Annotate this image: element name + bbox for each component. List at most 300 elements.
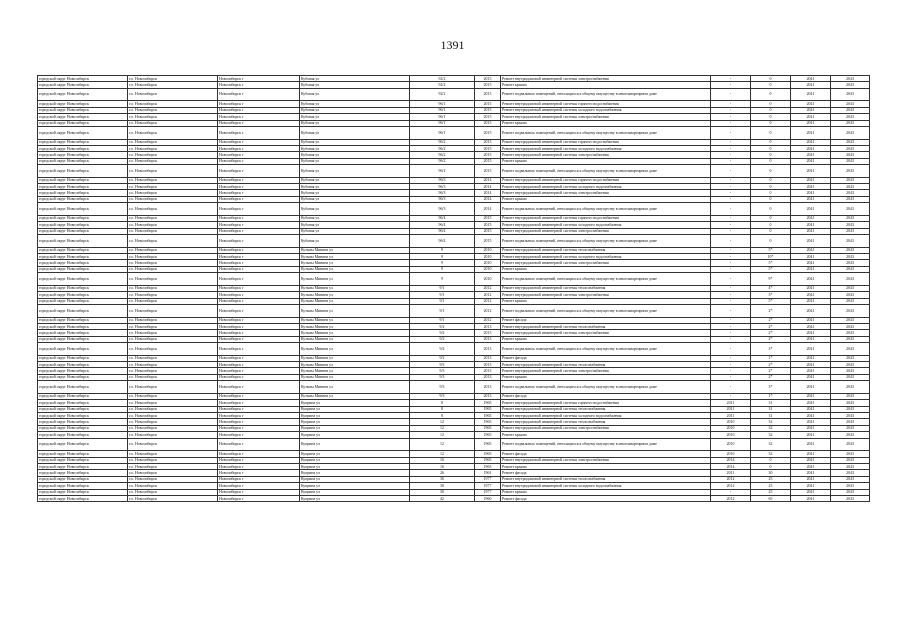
- plan-end-cell: 2043: [831, 215, 870, 221]
- build-year-cell: 1977: [475, 489, 501, 495]
- table-row: [38, 495, 870, 501]
- plan-start-cell: 2041: [791, 470, 831, 476]
- street-cell: Куприна ул: [300, 419, 410, 425]
- district-cell: г.о. Новосибирск: [128, 114, 218, 120]
- build-year-cell: 1965: [475, 400, 501, 406]
- plan-start-cell: 2041: [791, 457, 831, 463]
- work-type-cell: Ремонт внутридомовой инженерной системы теплоснабжения: [501, 247, 711, 253]
- wear-percent-cell: 5*: [751, 266, 791, 272]
- house-number-cell: 9: [410, 247, 475, 253]
- wear-percent-cell: 0: [751, 158, 791, 164]
- house-number-cell: 96/1: [410, 120, 475, 126]
- city-cell: Новосибирск г: [218, 139, 300, 145]
- last-repair-year-cell: -: [711, 145, 751, 151]
- plan-end-cell: 2043: [831, 107, 870, 113]
- work-type-cell: Ремонт внутридомовой инженерной системы электроснабжения: [501, 368, 711, 374]
- plan-start-cell: 2041: [791, 254, 831, 260]
- last-repair-year-cell: -: [711, 152, 751, 158]
- street-cell: Кузьмы Минина ул: [300, 343, 410, 356]
- plan-end-cell: 2043: [831, 145, 870, 151]
- plan-end-cell: 2043: [831, 393, 870, 399]
- municipality-cell: городской округ Новосибирск: [38, 425, 128, 431]
- city-cell: Новосибирск г: [218, 413, 300, 419]
- plan-start-cell: 2041: [791, 476, 831, 482]
- wear-percent-cell: 2*: [751, 336, 791, 342]
- wear-percent-cell: 5*: [751, 247, 791, 253]
- last-repair-year-cell: -: [711, 158, 751, 164]
- page-number: 1391: [440, 38, 465, 52]
- city-cell: Новосибирск г: [218, 177, 300, 183]
- last-repair-year-cell: -: [711, 260, 751, 266]
- plan-start-cell: 2041: [791, 400, 831, 406]
- house-number-cell: 9/1: [410, 292, 475, 298]
- district-cell: г.о. Новосибирск: [128, 393, 218, 399]
- street-cell: Кубовая ул: [300, 145, 410, 151]
- last-repair-year-cell: 2011: [711, 470, 751, 476]
- work-type-cell: Ремонт фасада: [501, 495, 711, 501]
- city-cell: Новосибирск г: [218, 470, 300, 476]
- table-row: [38, 438, 870, 451]
- street-cell: Кубовая ул: [300, 177, 410, 183]
- house-number-cell: 9/3: [410, 381, 475, 394]
- district-cell: г.о. Новосибирск: [128, 317, 218, 323]
- plan-end-cell: 2043: [831, 381, 870, 394]
- municipality-cell: городской округ Новосибирск: [38, 196, 128, 202]
- street-cell: Кубовая ул: [300, 158, 410, 164]
- build-year-cell: 2015: [475, 145, 501, 151]
- plan-end-cell: 2043: [831, 317, 870, 323]
- plan-start-cell: 2041: [791, 463, 831, 469]
- plan-end-cell: 2043: [831, 222, 870, 228]
- district-cell: г.о. Новосибирск: [128, 107, 218, 113]
- work-type-cell: Ремонт крыши: [501, 266, 711, 272]
- last-repair-year-cell: -: [711, 285, 751, 291]
- municipality-cell: городской округ Новосибирск: [38, 419, 128, 425]
- district-cell: г.о. Новосибирск: [128, 336, 218, 342]
- district-cell: г.о. Новосибирск: [128, 304, 218, 317]
- house-number-cell: 16: [410, 457, 475, 463]
- municipality-cell: городской округ Новосибирск: [38, 330, 128, 336]
- municipality-cell: городской округ Новосибирск: [38, 190, 128, 196]
- plan-end-cell: 2043: [831, 489, 870, 495]
- wear-percent-cell: 0: [751, 152, 791, 158]
- district-cell: г.о. Новосибирск: [128, 419, 218, 425]
- house-number-cell: 96/2: [410, 152, 475, 158]
- build-year-cell: 2012: [475, 317, 501, 323]
- street-cell: Куприна ул: [300, 425, 410, 431]
- street-cell: Кузьмы Минина ул: [300, 393, 410, 399]
- last-repair-year-cell: -: [711, 88, 751, 101]
- city-cell: Новосибирск г: [218, 152, 300, 158]
- municipality-cell: городской округ Новосибирск: [38, 152, 128, 158]
- build-year-cell: 2015: [475, 101, 501, 107]
- house-number-cell: 30: [410, 489, 475, 495]
- plan-end-cell: 2043: [831, 451, 870, 457]
- wear-percent-cell: 30: [751, 470, 791, 476]
- last-repair-year-cell: -: [711, 114, 751, 120]
- build-year-cell: 2014: [475, 203, 501, 216]
- house-number-cell: 30: [410, 483, 475, 489]
- last-repair-year-cell: -: [711, 362, 751, 368]
- city-cell: Новосибирск г: [218, 247, 300, 253]
- work-type-cell: Ремонт внутридомовой инженерной системы холодного водоснабжения: [501, 107, 711, 113]
- municipality-cell: городской округ Новосибирск: [38, 298, 128, 304]
- build-year-cell: 2012: [475, 292, 501, 298]
- plan-start-cell: 2041: [791, 374, 831, 380]
- plan-end-cell: 2043: [831, 76, 870, 82]
- city-cell: Новосибирск г: [218, 476, 300, 482]
- last-repair-year-cell: -: [711, 228, 751, 234]
- build-year-cell: 2010: [475, 273, 501, 286]
- table-row: [38, 235, 870, 248]
- last-repair-year-cell: -: [711, 76, 751, 82]
- work-type-cell: Ремонт фасада: [501, 355, 711, 361]
- municipality-cell: городской округ Новосибирск: [38, 88, 128, 101]
- city-cell: Новосибирск г: [218, 483, 300, 489]
- build-year-cell: 1965: [475, 413, 501, 419]
- municipality-cell: городской округ Новосибирск: [38, 203, 128, 216]
- street-cell: Кубовая ул: [300, 196, 410, 202]
- house-number-cell: 9: [410, 273, 475, 286]
- city-cell: Новосибирск г: [218, 400, 300, 406]
- wear-percent-cell: 2*: [751, 362, 791, 368]
- plan-end-cell: 2043: [831, 120, 870, 126]
- plan-end-cell: 2043: [831, 126, 870, 139]
- work-type-cell: Ремонт подвальных помещений, относящихся к общему имуществу в многоквартирном доме: [501, 165, 711, 178]
- plan-end-cell: 2043: [831, 114, 870, 120]
- house-number-cell: 92/2: [410, 76, 475, 82]
- city-cell: Новосибирск г: [218, 235, 300, 248]
- plan-start-cell: 2041: [791, 336, 831, 342]
- municipality-cell: городской округ Новосибирск: [38, 336, 128, 342]
- district-cell: г.о. Новосибирск: [128, 152, 218, 158]
- work-type-cell: Ремонт внутридомовой инженерной системы горячего водоснабжения: [501, 177, 711, 183]
- last-repair-year-cell: -: [711, 235, 751, 248]
- municipality-cell: городской округ Новосибирск: [38, 145, 128, 151]
- municipality-cell: городской округ Новосибирск: [38, 451, 128, 457]
- table-row: [38, 203, 870, 216]
- district-cell: г.о. Новосибирск: [128, 76, 218, 82]
- house-number-cell: 9/3: [410, 362, 475, 368]
- work-type-cell: Ремонт фасада: [501, 317, 711, 323]
- city-cell: Новосибирск г: [218, 88, 300, 101]
- district-cell: г.о. Новосибирск: [128, 451, 218, 457]
- build-year-cell: 1965: [475, 406, 501, 412]
- house-number-cell: 16: [410, 463, 475, 469]
- build-year-cell: 2010: [475, 254, 501, 260]
- street-cell: Кузьмы Минина ул: [300, 247, 410, 253]
- street-cell: Кузьмы Минина ул: [300, 260, 410, 266]
- wear-percent-cell: 2*: [751, 368, 791, 374]
- city-cell: Новосибирск г: [218, 165, 300, 178]
- build-year-cell: 2013: [475, 381, 501, 394]
- street-cell: Куприна ул: [300, 413, 410, 419]
- city-cell: Новосибирск г: [218, 393, 300, 399]
- wear-percent-cell: 0: [751, 184, 791, 190]
- work-type-cell: Ремонт крыши: [501, 374, 711, 380]
- street-cell: Кубовая ул: [300, 228, 410, 234]
- work-type-cell: Ремонт фасада: [501, 451, 711, 457]
- build-year-cell: 2014: [475, 190, 501, 196]
- district-cell: г.о. Новосибирск: [128, 184, 218, 190]
- plan-end-cell: 2043: [831, 406, 870, 412]
- plan-start-cell: 2041: [791, 82, 831, 88]
- municipality-cell: городской округ Новосибирск: [38, 254, 128, 260]
- district-cell: г.о. Новосибирск: [128, 406, 218, 412]
- build-year-cell: 2015: [475, 158, 501, 164]
- last-repair-year-cell: -: [711, 298, 751, 304]
- build-year-cell: 2015: [475, 215, 501, 221]
- last-repair-year-cell: -: [711, 323, 751, 329]
- plan-end-cell: 2043: [831, 483, 870, 489]
- plan-start-cell: 2041: [791, 152, 831, 158]
- city-cell: Новосибирск г: [218, 457, 300, 463]
- last-repair-year-cell: -: [711, 330, 751, 336]
- house-number-cell: 96/1: [410, 101, 475, 107]
- district-cell: г.о. Новосибирск: [128, 438, 218, 451]
- wear-percent-cell: 1*: [751, 355, 791, 361]
- municipality-cell: городской округ Новосибирск: [38, 374, 128, 380]
- wear-percent-cell: 0: [751, 88, 791, 101]
- plan-start-cell: 2041: [791, 273, 831, 286]
- last-repair-year-cell: -: [711, 368, 751, 374]
- house-number-cell: 96/1: [410, 114, 475, 120]
- plan-start-cell: 2041: [791, 489, 831, 495]
- district-cell: г.о. Новосибирск: [128, 489, 218, 495]
- plan-end-cell: 2043: [831, 368, 870, 374]
- plan-start-cell: 2041: [791, 177, 831, 183]
- work-type-cell: Ремонт внутридомовой инженерной системы холодного водоснабжения: [501, 145, 711, 151]
- wear-percent-cell: 3*: [751, 381, 791, 394]
- municipality-cell: городской округ Новосибирск: [38, 139, 128, 145]
- district-cell: г.о. Новосибирск: [128, 355, 218, 361]
- last-repair-year-cell: 2010: [711, 451, 751, 457]
- wear-percent-cell: 0: [751, 203, 791, 216]
- build-year-cell: 2015: [475, 76, 501, 82]
- wear-percent-cell: 32: [751, 438, 791, 451]
- build-year-cell: 2010: [475, 247, 501, 253]
- plan-end-cell: 2043: [831, 330, 870, 336]
- street-cell: Кубовая ул: [300, 82, 410, 88]
- wear-percent-cell: 9*: [751, 273, 791, 286]
- plan-start-cell: 2041: [791, 266, 831, 272]
- city-cell: Новосибирск г: [218, 107, 300, 113]
- city-cell: Новосибирск г: [218, 266, 300, 272]
- plan-start-cell: 2041: [791, 165, 831, 178]
- work-type-cell: Ремонт подвальных помещений, относящихся к общему имуществу в многоквартирном доме: [501, 235, 711, 248]
- house-number-cell: 12: [410, 451, 475, 457]
- street-cell: Кузьмы Минина ул: [300, 266, 410, 272]
- house-number-cell: 9/2: [410, 330, 475, 336]
- plan-end-cell: 2043: [831, 82, 870, 88]
- house-number-cell: 9/3: [410, 368, 475, 374]
- street-cell: Кузьмы Минина ул: [300, 292, 410, 298]
- district-cell: г.о. Новосибирск: [128, 463, 218, 469]
- district-cell: г.о. Новосибирск: [128, 228, 218, 234]
- plan-end-cell: 2043: [831, 139, 870, 145]
- work-type-cell: Ремонт крыши: [501, 196, 711, 202]
- last-repair-year-cell: -: [711, 247, 751, 253]
- last-repair-year-cell: 2011: [711, 400, 751, 406]
- city-cell: Новосибирск г: [218, 419, 300, 425]
- last-repair-year-cell: -: [711, 489, 751, 495]
- house-number-cell: 9/1: [410, 304, 475, 317]
- city-cell: Новосибирск г: [218, 495, 300, 501]
- city-cell: Новосибирск г: [218, 190, 300, 196]
- street-cell: Кузьмы Минина ул: [300, 323, 410, 329]
- work-type-cell: Ремонт внутридомовой инженерной системы горячего водоснабжения: [501, 215, 711, 221]
- district-cell: г.о. Новосибирск: [128, 432, 218, 438]
- work-type-cell: Ремонт крыши: [501, 298, 711, 304]
- municipality-cell: городской округ Новосибирск: [38, 177, 128, 183]
- municipality-cell: городской округ Новосибирск: [38, 438, 128, 451]
- work-type-cell: Ремонт внутридомовой инженерной системы холодного водоснабжения: [501, 413, 711, 419]
- plan-end-cell: 2043: [831, 285, 870, 291]
- plan-end-cell: 2043: [831, 374, 870, 380]
- street-cell: Кузьмы Минина ул: [300, 330, 410, 336]
- house-number-cell: 96/3: [410, 190, 475, 196]
- municipality-cell: городской округ Новосибирск: [38, 114, 128, 120]
- municipality-cell: городской округ Новосибирск: [38, 457, 128, 463]
- last-repair-year-cell: -: [711, 317, 751, 323]
- work-type-cell: Ремонт подвальных помещений, относящихся к общему имуществу в многоквартирном доме: [501, 343, 711, 356]
- plan-start-cell: 2041: [791, 298, 831, 304]
- municipality-cell: городской округ Новосибирск: [38, 476, 128, 482]
- build-year-cell: 2015: [475, 126, 501, 139]
- work-type-cell: Ремонт фасада: [501, 393, 711, 399]
- municipality-cell: городской округ Новосибирск: [38, 400, 128, 406]
- last-repair-year-cell: -: [711, 273, 751, 286]
- wear-percent-cell: 25: [751, 476, 791, 482]
- table-row: [38, 343, 870, 356]
- street-cell: Кубовая ул: [300, 88, 410, 101]
- build-year-cell: 2013: [475, 343, 501, 356]
- plan-start-cell: 2041: [791, 139, 831, 145]
- build-year-cell: 2013: [475, 362, 501, 368]
- house-number-cell: 96/4: [410, 235, 475, 248]
- city-cell: Новосибирск г: [218, 343, 300, 356]
- build-year-cell: 2015: [475, 114, 501, 120]
- plan-end-cell: 2043: [831, 343, 870, 356]
- plan-start-cell: 2041: [791, 190, 831, 196]
- last-repair-year-cell: 2011: [711, 413, 751, 419]
- house-number-cell: 9/2: [410, 355, 475, 361]
- plan-start-cell: 2041: [791, 228, 831, 234]
- district-cell: г.о. Новосибирск: [128, 235, 218, 248]
- district-cell: г.о. Новосибирск: [128, 139, 218, 145]
- house-number-cell: 9/1: [410, 317, 475, 323]
- plan-start-cell: 2041: [791, 196, 831, 202]
- plan-start-cell: 2041: [791, 107, 831, 113]
- last-repair-year-cell: 2012: [711, 495, 751, 501]
- street-cell: Кузьмы Минина ул: [300, 273, 410, 286]
- street-cell: Кузьмы Минина ул: [300, 362, 410, 368]
- house-number-cell: 9: [410, 266, 475, 272]
- wear-percent-cell: 0: [751, 196, 791, 202]
- plan-end-cell: 2043: [831, 438, 870, 451]
- municipality-cell: городской округ Новосибирск: [38, 470, 128, 476]
- work-type-cell: Ремонт крыши: [501, 120, 711, 126]
- municipality-cell: городской округ Новосибирск: [38, 260, 128, 266]
- work-type-cell: Ремонт подвальных помещений, относящихся к общему имуществу в многоквартирном доме: [501, 88, 711, 101]
- house-number-cell: 96/2: [410, 139, 475, 145]
- municipality-cell: городской округ Новосибирск: [38, 101, 128, 107]
- plan-start-cell: 2041: [791, 76, 831, 82]
- house-number-cell: 26: [410, 470, 475, 476]
- city-cell: Новосибирск г: [218, 406, 300, 412]
- work-type-cell: Ремонт внутридомовой инженерной системы электроснабжения: [501, 457, 711, 463]
- city-cell: Новосибирск г: [218, 489, 300, 495]
- house-number-cell: 12: [410, 419, 475, 425]
- work-type-cell: Ремонт внутридомовой инженерной системы горячего водоснабжения: [501, 101, 711, 107]
- plan-end-cell: 2043: [831, 400, 870, 406]
- street-cell: Кубовая ул: [300, 107, 410, 113]
- city-cell: Новосибирск г: [218, 463, 300, 469]
- build-year-cell: 1977: [475, 476, 501, 482]
- wear-percent-cell: 0: [751, 457, 791, 463]
- plan-start-cell: 2041: [791, 343, 831, 356]
- municipality-cell: городской округ Новосибирск: [38, 158, 128, 164]
- city-cell: Новосибирск г: [218, 355, 300, 361]
- street-cell: Кузьмы Минина ул: [300, 355, 410, 361]
- street-cell: Кузьмы Минина ул: [300, 254, 410, 260]
- wear-percent-cell: 0: [751, 126, 791, 139]
- city-cell: Новосибирск г: [218, 323, 300, 329]
- last-repair-year-cell: -: [711, 177, 751, 183]
- last-repair-year-cell: -: [711, 139, 751, 145]
- last-repair-year-cell: -: [711, 82, 751, 88]
- build-year-cell: 2013: [475, 336, 501, 342]
- municipality-cell: городской округ Новосибирск: [38, 381, 128, 394]
- city-cell: Новосибирск г: [218, 101, 300, 107]
- wear-percent-cell: 2*: [751, 374, 791, 380]
- wear-percent-cell: 0: [751, 235, 791, 248]
- build-year-cell: 2014: [475, 184, 501, 190]
- work-type-cell: Ремонт внутридомовой инженерной системы теплоснабжения: [501, 476, 711, 482]
- plan-end-cell: 2043: [831, 247, 870, 253]
- plan-start-cell: 2041: [791, 355, 831, 361]
- municipality-cell: городской округ Новосибирск: [38, 107, 128, 113]
- city-cell: Новосибирск г: [218, 228, 300, 234]
- build-year-cell: 2013: [475, 323, 501, 329]
- street-cell: Кубовая ул: [300, 222, 410, 228]
- build-year-cell: 2015: [475, 235, 501, 248]
- wear-percent-cell: 31: [751, 413, 791, 419]
- house-number-cell: 9: [410, 254, 475, 260]
- district-cell: г.о. Новосибирск: [128, 381, 218, 394]
- municipality-cell: городской округ Новосибирск: [38, 368, 128, 374]
- city-cell: Новосибирск г: [218, 196, 300, 202]
- plan-start-cell: 2041: [791, 362, 831, 368]
- city-cell: Новосибирск г: [218, 317, 300, 323]
- street-cell: Кузьмы Минина ул: [300, 336, 410, 342]
- municipality-cell: городской округ Новосибирск: [38, 432, 128, 438]
- municipality-cell: городской округ Новосибирск: [38, 235, 128, 248]
- plan-end-cell: 2043: [831, 273, 870, 286]
- plan-end-cell: 2043: [831, 260, 870, 266]
- house-number-cell: 96/2: [410, 145, 475, 151]
- street-cell: Куприна ул: [300, 406, 410, 412]
- plan-start-cell: 2041: [791, 120, 831, 126]
- house-number-cell: 8: [410, 413, 475, 419]
- work-type-cell: Ремонт внутридомовой инженерной системы теплоснабжения: [501, 362, 711, 368]
- street-cell: Куприна ул: [300, 476, 410, 482]
- plan-end-cell: 2043: [831, 152, 870, 158]
- city-cell: Новосибирск г: [218, 114, 300, 120]
- district-cell: г.о. Новосибирск: [128, 400, 218, 406]
- district-cell: г.о. Новосибирск: [128, 222, 218, 228]
- work-type-cell: Ремонт внутридомовой инженерной системы теплоснабжения: [501, 323, 711, 329]
